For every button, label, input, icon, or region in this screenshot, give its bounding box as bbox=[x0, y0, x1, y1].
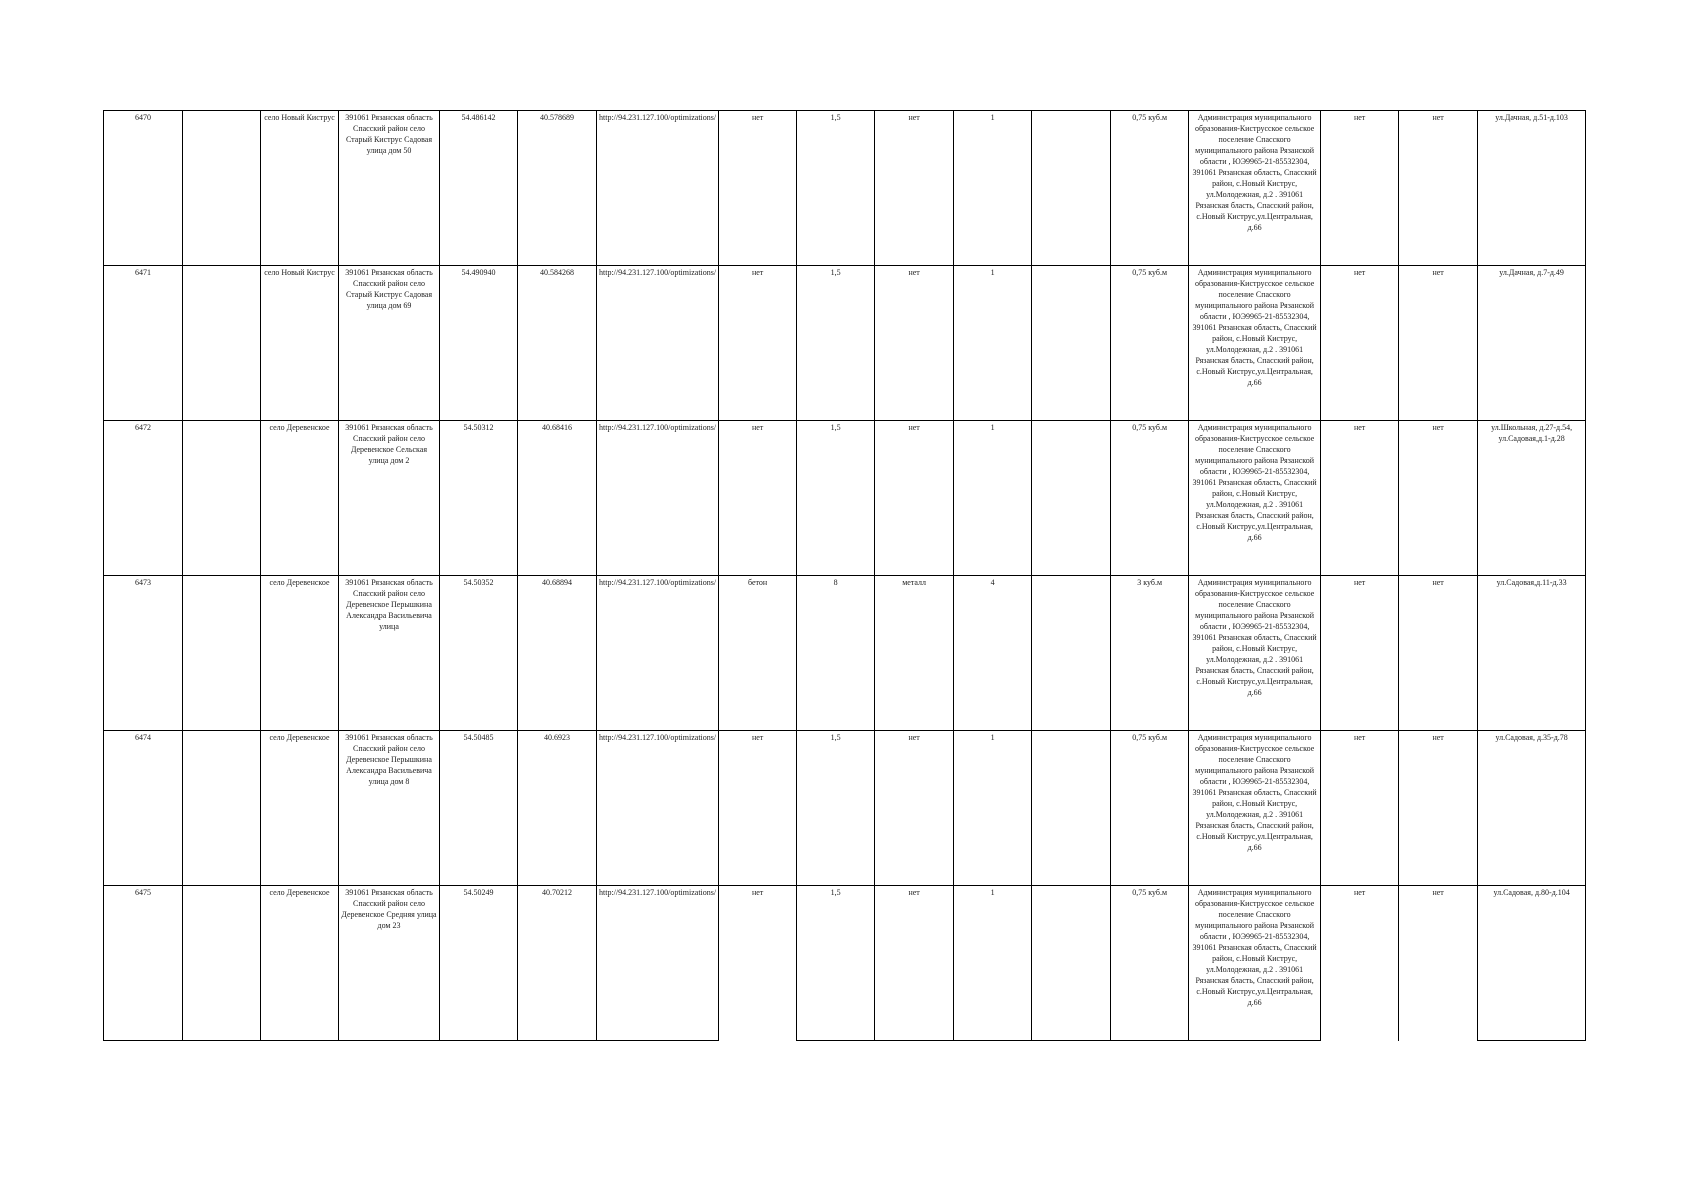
address-cell: 391061 Рязанская область Спасский район село Деревенское Средняя улица дом 23 bbox=[339, 886, 440, 1041]
latitude-cell: 54.50312 bbox=[440, 421, 518, 576]
empty-cell bbox=[183, 421, 261, 576]
owner-cell: Администрация муниципального образования-Киструсское сельское поселение Спасского муниципального района Рязанской области , ЮЭ9965-21-85532304, 391061 Рязанская область, Спасский район, с.Новый Киструс, ул.Молодежная, д.2 . 391061 Рязанская бласть, Спасский район, с.Новый Киструс,ул.Центральная, д.66 bbox=[1189, 576, 1321, 731]
flag-cell: нет bbox=[1321, 731, 1399, 886]
address-cell: 391061 Рязанская область Спасский район село Деревенское Сельская улица дом 2 bbox=[339, 421, 440, 576]
area-cell: 1,5 bbox=[797, 266, 875, 421]
flag-cell: нет bbox=[1321, 266, 1399, 421]
flag-cell: нет bbox=[1399, 576, 1478, 731]
container-count-cell: 4 bbox=[954, 576, 1032, 731]
table-body bbox=[104, 111, 1586, 1041]
empty-cell bbox=[1032, 731, 1111, 886]
address-cell: 391061 Рязанская область Спасский район село Старый Киструс Садовая улица дом 50 bbox=[339, 111, 440, 266]
link-cell: http://94.231.127.100/optimizations/ bbox=[597, 421, 719, 576]
empty-cell bbox=[183, 266, 261, 421]
table-row bbox=[104, 576, 1586, 731]
site-id-cell: 6474 bbox=[104, 731, 183, 886]
link-cell: http://94.231.127.100/optimizations/ bbox=[597, 731, 719, 886]
owner-cell: Администрация муниципального образования-Киструсское сельское поселение Спасского муниципального района Рязанской области , ЮЭ9965-21-85532304, 391061 Рязанская область, Спасский район, с.Новый Киструс, ул.Молодежная, д.2 . 391061 Рязанская бласть, Спасский район, с.Новый Киструс,ул.Центральная, д.66 bbox=[1189, 886, 1321, 1041]
area-cell: 1,5 bbox=[797, 731, 875, 886]
served-addresses-cell: ул.Садовая,д.11-д.33 bbox=[1478, 576, 1586, 731]
fence-cell: нет bbox=[875, 266, 954, 421]
waste-sites-table bbox=[103, 110, 1586, 1041]
empty-cell bbox=[1032, 576, 1111, 731]
flag-cell: нет bbox=[1321, 576, 1399, 731]
flag-cell: нет bbox=[1321, 111, 1399, 266]
site-id-cell: 6472 bbox=[104, 421, 183, 576]
area-cell: 8 bbox=[797, 576, 875, 731]
table-row bbox=[104, 266, 1586, 421]
longitude-cell: 40.68894 bbox=[518, 576, 597, 731]
latitude-cell: 54.490940 bbox=[440, 266, 518, 421]
site-id-cell: 6475 bbox=[104, 886, 183, 1041]
volume-cell: 0,75 куб.м bbox=[1111, 421, 1189, 576]
longitude-cell: 40.578689 bbox=[518, 111, 597, 266]
empty-cell bbox=[1032, 266, 1111, 421]
area-cell: 1,5 bbox=[797, 421, 875, 576]
longitude-cell: 40.70212 bbox=[518, 886, 597, 1041]
surface-cell: нет bbox=[719, 731, 797, 886]
link-cell: http://94.231.127.100/optimizations/ bbox=[597, 576, 719, 731]
flag-cell: нет bbox=[1321, 421, 1399, 576]
volume-cell: 3 куб.м bbox=[1111, 576, 1189, 731]
flag-cell: нет bbox=[1399, 421, 1478, 576]
area-cell: 1,5 bbox=[797, 111, 875, 266]
flag-cell: нет bbox=[1399, 266, 1478, 421]
surface-cell: бетон bbox=[719, 576, 797, 731]
volume-cell: 0,75 куб.м bbox=[1111, 111, 1189, 266]
flag-cell: нет bbox=[1399, 886, 1478, 1041]
volume-cell: 0,75 куб.м bbox=[1111, 266, 1189, 421]
settlement-cell: село Деревенское bbox=[261, 886, 339, 1041]
empty-cell bbox=[183, 111, 261, 266]
served-addresses-cell: ул.Дачная, д.51-д.103 bbox=[1478, 111, 1586, 266]
link-cell: http://94.231.127.100/optimizations/ bbox=[597, 886, 719, 1041]
longitude-cell: 40.6923 bbox=[518, 731, 597, 886]
container-count-cell: 1 bbox=[954, 266, 1032, 421]
container-count-cell: 1 bbox=[954, 886, 1032, 1041]
site-id-cell: 6470 bbox=[104, 111, 183, 266]
empty-cell bbox=[183, 886, 261, 1041]
surface-cell: нет bbox=[719, 266, 797, 421]
table-row bbox=[104, 421, 1586, 576]
empty-cell bbox=[1032, 421, 1111, 576]
served-addresses-cell: ул.Школьная, д.27-д.54, ул.Садовая,д.1-д.28 bbox=[1478, 421, 1586, 576]
served-addresses-cell: ул.Дачная, д.7-д.49 bbox=[1478, 266, 1586, 421]
volume-cell: 0,75 куб.м bbox=[1111, 731, 1189, 886]
empty-cell bbox=[183, 731, 261, 886]
table-row bbox=[104, 731, 1586, 886]
latitude-cell: 54.50485 bbox=[440, 731, 518, 886]
empty-cell bbox=[1032, 111, 1111, 266]
owner-cell: Администрация муниципального образования-Киструсское сельское поселение Спасского муниципального района Рязанской области , ЮЭ9965-21-85532304, 391061 Рязанская область, Спасский район, с.Новый Киструс, ул.Молодежная, д.2 . 391061 Рязанская бласть, Спасский район, с.Новый Киструс,ул.Центральная, д.66 bbox=[1189, 421, 1321, 576]
settlement-cell: село Новый Киструс bbox=[261, 266, 339, 421]
address-cell: 391061 Рязанская область Спасский район село Деревенское Перышкина Александра Васильевича улица дом 8 bbox=[339, 731, 440, 886]
latitude-cell: 54.50249 bbox=[440, 886, 518, 1041]
address-cell: 391061 Рязанская область Спасский район село Старый Киструс Садовая улица дом 69 bbox=[339, 266, 440, 421]
flag-cell: нет bbox=[1399, 111, 1478, 266]
table-row bbox=[104, 111, 1586, 266]
surface-cell: нет bbox=[719, 111, 797, 266]
address-cell: 391061 Рязанская область Спасский район село Деревенское Перышкина Александра Васильевича улица bbox=[339, 576, 440, 731]
fence-cell: нет bbox=[875, 111, 954, 266]
container-count-cell: 1 bbox=[954, 731, 1032, 886]
owner-cell: Администрация муниципального образования-Киструсское сельское поселение Спасского муниципального района Рязанской области , ЮЭ9965-21-85532304, 391061 Рязанская область, Спасский район, с.Новый Киструс, ул.Молодежная, д.2 . 391061 Рязанская бласть, Спасский район, с.Новый Киструс,ул.Центральная, д.66 bbox=[1189, 266, 1321, 421]
link-cell: http://94.231.127.100/optimizations/ bbox=[597, 111, 719, 266]
container-count-cell: 1 bbox=[954, 421, 1032, 576]
link-cell: http://94.231.127.100/optimizations/ bbox=[597, 266, 719, 421]
container-count-cell: 1 bbox=[954, 111, 1032, 266]
owner-cell: Администрация муниципального образования-Киструсское сельское поселение Спасского муниципального района Рязанской области , ЮЭ9965-21-85532304, 391061 Рязанская область, Спасский район, с.Новый Киструс, ул.Молодежная, д.2 . 391061 Рязанская бласть, Спасский район, с.Новый Киструс,ул.Центральная, д.66 bbox=[1189, 111, 1321, 266]
served-addresses-cell: ул.Садовая, д.80-д.104 bbox=[1478, 886, 1586, 1041]
settlement-cell: село Деревенское bbox=[261, 576, 339, 731]
settlement-cell: село Новый Киструс bbox=[261, 111, 339, 266]
settlement-cell: село Деревенское bbox=[261, 731, 339, 886]
volume-cell: 0,75 куб.м bbox=[1111, 886, 1189, 1041]
site-id-cell: 6473 bbox=[104, 576, 183, 731]
fence-cell: нет bbox=[875, 886, 954, 1041]
longitude-cell: 40.68416 bbox=[518, 421, 597, 576]
fence-cell: нет bbox=[875, 421, 954, 576]
flag-cell: нет bbox=[1399, 731, 1478, 886]
owner-cell: Администрация муниципального образования-Киструсское сельское поселение Спасского муниципального района Рязанской области , ЮЭ9965-21-85532304, 391061 Рязанская область, Спасский район, с.Новый Киструс, ул.Молодежная, д.2 . 391061 Рязанская бласть, Спасский район, с.Новый Киструс,ул.Центральная, д.66 bbox=[1189, 731, 1321, 886]
site-id-cell: 6471 bbox=[104, 266, 183, 421]
served-addresses-cell: ул.Садовая, д.35-д.78 bbox=[1478, 731, 1586, 886]
settlement-cell: село Деревенское bbox=[261, 421, 339, 576]
empty-cell bbox=[1032, 886, 1111, 1041]
surface-cell: нет bbox=[719, 421, 797, 576]
empty-cell bbox=[183, 576, 261, 731]
latitude-cell: 54.50352 bbox=[440, 576, 518, 731]
longitude-cell: 40.584268 bbox=[518, 266, 597, 421]
surface-cell: нет bbox=[719, 886, 797, 1041]
area-cell: 1,5 bbox=[797, 886, 875, 1041]
fence-cell: металл bbox=[875, 576, 954, 731]
flag-cell: нет bbox=[1321, 886, 1399, 1041]
table-row bbox=[104, 886, 1586, 1041]
fence-cell: нет bbox=[875, 731, 954, 886]
latitude-cell: 54.486142 bbox=[440, 111, 518, 266]
